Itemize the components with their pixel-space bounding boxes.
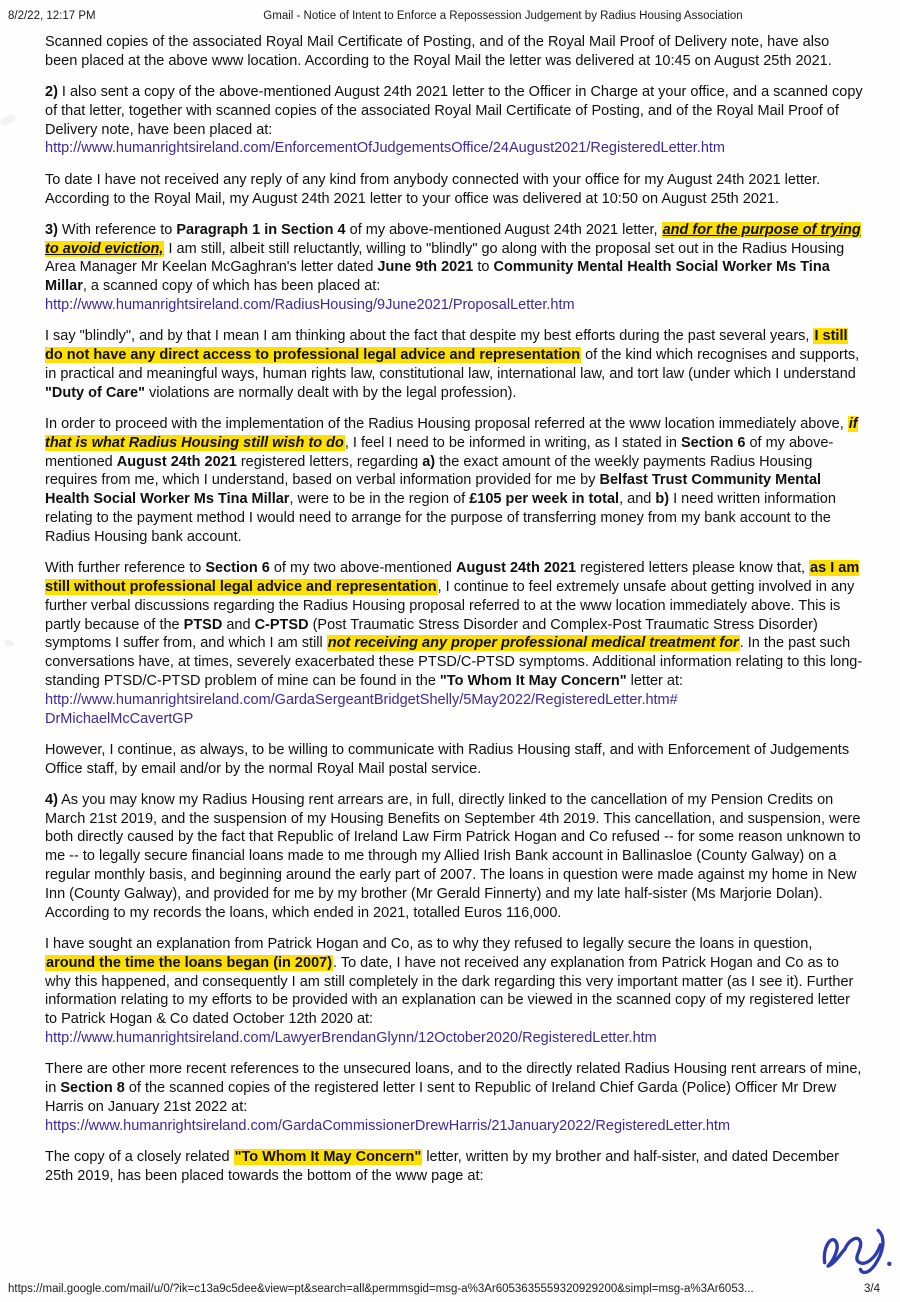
- letter-body: [45, 33, 863, 1198]
- scan-artifact: [3, 639, 14, 647]
- handwritten-signature: [818, 1220, 896, 1282]
- letter-text-run: The copy of a closely related: [45, 1148, 234, 1165]
- letter-text-run: as I am still without professional legal advice and representation: [45, 560, 860, 595]
- letter-text-run: if that is what Radius Housing still wish to do: [45, 416, 858, 451]
- letter-text-run: b): [655, 491, 670, 508]
- letter-text-run: Belfast Trust Community Mental Health Social Worker Ms Tina Millar: [45, 472, 822, 508]
- footer-url: https://mail.google.com/mail/u/0/?ik=c13a9c5dee&view=pt&search=all&permmsgid=msg-a%3Ar6053635559320929200&simpl=msg-a%3Ar6053...: [8, 1283, 754, 1295]
- letter-text-run: around the time the loans began (in 2007): [46, 954, 333, 971]
- letter-paragraph: [45, 1060, 863, 1135]
- letter-text-run: There are other more recent references to the unsecured loans, and to the directly related Radius Housing rent arrears of mine, in: [45, 1061, 862, 1097]
- letter-paragraph: [45, 791, 863, 923]
- letter-paragraph: [45, 935, 863, 1048]
- letter-text-run: letter, written by my brother and half-sister, and dated December 25th 2019, has been placed towards the bottom of the www page at:: [45, 1148, 839, 1184]
- letter-text-run: a): [422, 453, 436, 470]
- letter-link[interactable]: DrMichaelMcCavertGP: [45, 710, 194, 727]
- letter-text-run: , and: [619, 491, 656, 508]
- letter-text-run: letter at:: [626, 672, 684, 689]
- letter-text-run: In order to proceed with the implementation of the Radius Housing proposal referred at the www location immediately above,: [45, 416, 848, 433]
- letter-text-run: I still do not have any direct access to professional legal advice and representation: [45, 328, 848, 364]
- letter-text-run: However, I continue, as always, to be willing to communicate with Radius Housing staff, and with Enforcement of Judgements Office staff, by email and/or by the normal Royal Mail postal service.: [45, 741, 850, 777]
- header-datetime: 8/2/22, 12:17 PM: [8, 10, 96, 22]
- letter-paragraph: [45, 327, 863, 402]
- letter-text-run: . In the past such conversations have, at times, severely exacerbated these PTSD/C-PTSD symptoms. Additional information relating to this long-standing PTSD/C-PTSD problem of mine can be found in the: [45, 635, 863, 689]
- letter-text-run: 2): [45, 84, 58, 101]
- scan-artifact: [0, 113, 17, 127]
- letter-text-run: Community Mental Health Social Worker Ms Tina Millar: [45, 259, 830, 295]
- letter-link[interactable]: http://www.humanrightsireland.com/GardaSergeantBridgetShelly/5May2022/RegisteredLetter.htm#: [45, 691, 678, 708]
- letter-text-run: August 24th 2021: [456, 560, 577, 577]
- letter-text-run: , a scanned copy of which has been placed at:: [82, 278, 381, 295]
- letter-text-run: to: [473, 259, 494, 276]
- letter-text-run: "To Whom It May Concern": [439, 672, 627, 689]
- letter-text-run: 4): [45, 791, 58, 808]
- letter-text-run: of my above-mentioned August 24th 2021 letter,: [345, 221, 662, 238]
- letter-text-run: . To date, I have not received any explanation from Patrick Hogan and Co as to why this happened, and consequently I am still completely in the dark regarding this very important matter (as I see it). Further information relating to my efforts to be provided with an explanation can be viewed in the scanned copy of my registered letter to Patrick Hogan & Co dated October 12th 2020 at:: [45, 954, 854, 1028]
- signature-icon: [818, 1220, 896, 1282]
- letter-paragraph: [45, 171, 863, 209]
- letter-text-run: June 9th 2021: [377, 259, 474, 276]
- letter-paragraph: [45, 221, 863, 315]
- letter-text-run: To date I have not received any reply of any kind from anybody connected with your office for my August 24th 2021 letter. According to the Royal Mail, my August 24th 2021 letter to your office was delivered at 10:50 on August 25th 2021.: [45, 171, 821, 207]
- letter-text-run: With further reference to: [45, 560, 206, 577]
- letter-text-run: Scanned copies of the associated Royal Mail Certificate of Posting, and of the Royal Mail Proof of Delivery note, have also been placed at the above www location. According to the Royal Mail the letter was delivered at 10:45 on August 25th 2021.: [45, 34, 832, 69]
- letter-text-run: £105 per week in total: [469, 491, 620, 508]
- letter-link[interactable]: https://www.humanrightsireland.com/GardaCommissionerDrewHarris/21January2022/RegisteredLetter.htm: [45, 1117, 731, 1134]
- letter-text-run: August 24th 2021: [116, 453, 237, 470]
- letter-text-run: I am still, albeit still reluctantly, willing to "blindly" go along with the proposal set out in the Radius Housing Area Manager Mr Keelan McGaghran's letter dated: [45, 240, 845, 276]
- letter-text-run: of my two above-mentioned: [269, 560, 457, 577]
- header-title: Gmail - Notice of Intent to Enforce a Repossession Judgement by Radius Housing Association: [263, 10, 743, 22]
- letter-paragraph: [45, 83, 863, 158]
- letter-link[interactable]: http://www.humanrightsireland.com/RadiusHousing/9June2021/ProposalLetter.htm: [45, 297, 575, 314]
- letter-text-run: Section 6: [680, 434, 746, 451]
- letter-text-run: PTSD: [183, 616, 223, 633]
- letter-link[interactable]: http://www.humanrightsireland.com/LawyerBrendanGlynn/12October2020/RegisteredLetter.htm: [45, 1029, 657, 1046]
- letter-paragraph: [45, 33, 863, 71]
- letter-paragraph: [45, 559, 863, 728]
- letter-text-run: I need written information relating to the payment method I would need to arrange for the purpose of transferring money from my bank account to the Radius Housing bank account.: [45, 491, 836, 545]
- letter-text-run: I say "blindly", and by that I mean I am thinking about the fact that despite my best efforts during the past several years,: [45, 328, 814, 345]
- letter-text-run: As you may know my Radius Housing rent arrears are, in full, directly linked to the cancellation of my Pension Credits on March 21st 2019, and the suspension of my Housing Benefits on September 4th 2019. This cancellation, and suspension, were both directly caused by the fact that Republic of Ireland Law Firm Patrick Hogan and Co refused -- for some reason unknown to me -- to legally secure financial loans made to me through my Allied Irish Bank account in Ballinasloe (County Galway) on a regular monthly basis, and beginning around the early part of 2007. The loans in question were made against my home in New Inn (County Galway), and provided for me by my brother (Mr Gerald Finnerty) and my late half-sister (Ms Marjorie Dolan). According to my records the loans, which ended in 2021, totalled Euros 116,000.: [45, 791, 861, 921]
- letter-text-run: of my above-mentioned: [45, 434, 834, 470]
- letter-text-run: , I feel I need to be informed in writing, as I stated in: [344, 434, 681, 451]
- letter-text-run: , were to be in the region of: [289, 491, 470, 508]
- letter-text-run: (Post Traumatic Stress Disorder and Complex-Post Traumatic Stress Disorder) symptoms I suffer from, and which I am still: [45, 616, 818, 652]
- letter-text-run: registered letters, regarding: [236, 453, 423, 470]
- letter-text-run: "To Whom It May Concern": [234, 1148, 422, 1165]
- letter-text-run: and: [222, 616, 255, 633]
- letter-link[interactable]: http://www.humanrightsireland.com/EnforcementOfJudgementsOffice/24August2021/RegisteredLetter.htm: [45, 140, 725, 157]
- letter-text-run: Paragraph 1 in Section 4: [176, 221, 346, 238]
- letter-paragraph: [45, 741, 863, 779]
- letter-text-run: registered letters please know that,: [576, 560, 810, 577]
- letter-paragraph: [45, 415, 863, 547]
- letter-text-run: of the kind which recognises and supports, in practical and meaningful ways, human rights law, constitutional law, international law, and tort law (under which I understand: [45, 347, 860, 382]
- letter-text-run: of the scanned copies of the registered letter I sent to Republic of Ireland Chief Garda (Police) Officer Mr Drew Harris on January 21st 2022 at:: [45, 1080, 837, 1115]
- letter-text-run: "Duty of Care": [45, 384, 145, 401]
- letter-text-run: C-PTSD: [254, 616, 309, 633]
- letter-text-run: 3): [45, 221, 58, 238]
- letter-text-run: With reference to: [57, 221, 177, 238]
- letter-paragraph: [45, 1148, 863, 1186]
- footer-page-number: 3/4: [864, 1283, 880, 1295]
- letter-text-run: Section 6: [205, 560, 270, 577]
- letter-text-run: , I continue to feel extremely unsafe about getting involved in any further verbal discussions regarding the Radius Housing proposal referred to at the www location immediately above. This is partly because of the: [45, 578, 855, 633]
- letter-text-run: the exact amount of the weekly payments Radius Housing requires from me, which I understand, based on verbal information provided for me by: [45, 453, 813, 489]
- letter-text-run: I have sought an explanation from Patrick Hogan and Co, as to why they refused to legally secure the loans in question,: [45, 935, 813, 952]
- letter-text-run: violations are normally dealt with by the legal profession).: [144, 384, 517, 401]
- letter-text-run: and for the purpose of trying to avoid eviction,: [45, 221, 861, 257]
- letter-text-run: I also sent a copy of the above-mentioned August 24th 2021 letter to the Officer in Charge at your office, and a scanned copy of that letter, together with scanned copies of the associated Royal Mail Certificate of Posting, and of the Royal Mail Proof of Delivery note, have been placed at:: [45, 84, 863, 138]
- letter-text-run: not receiving any proper professional medical treatment for: [327, 635, 739, 652]
- letter-text-run: Section 8: [60, 1080, 125, 1097]
